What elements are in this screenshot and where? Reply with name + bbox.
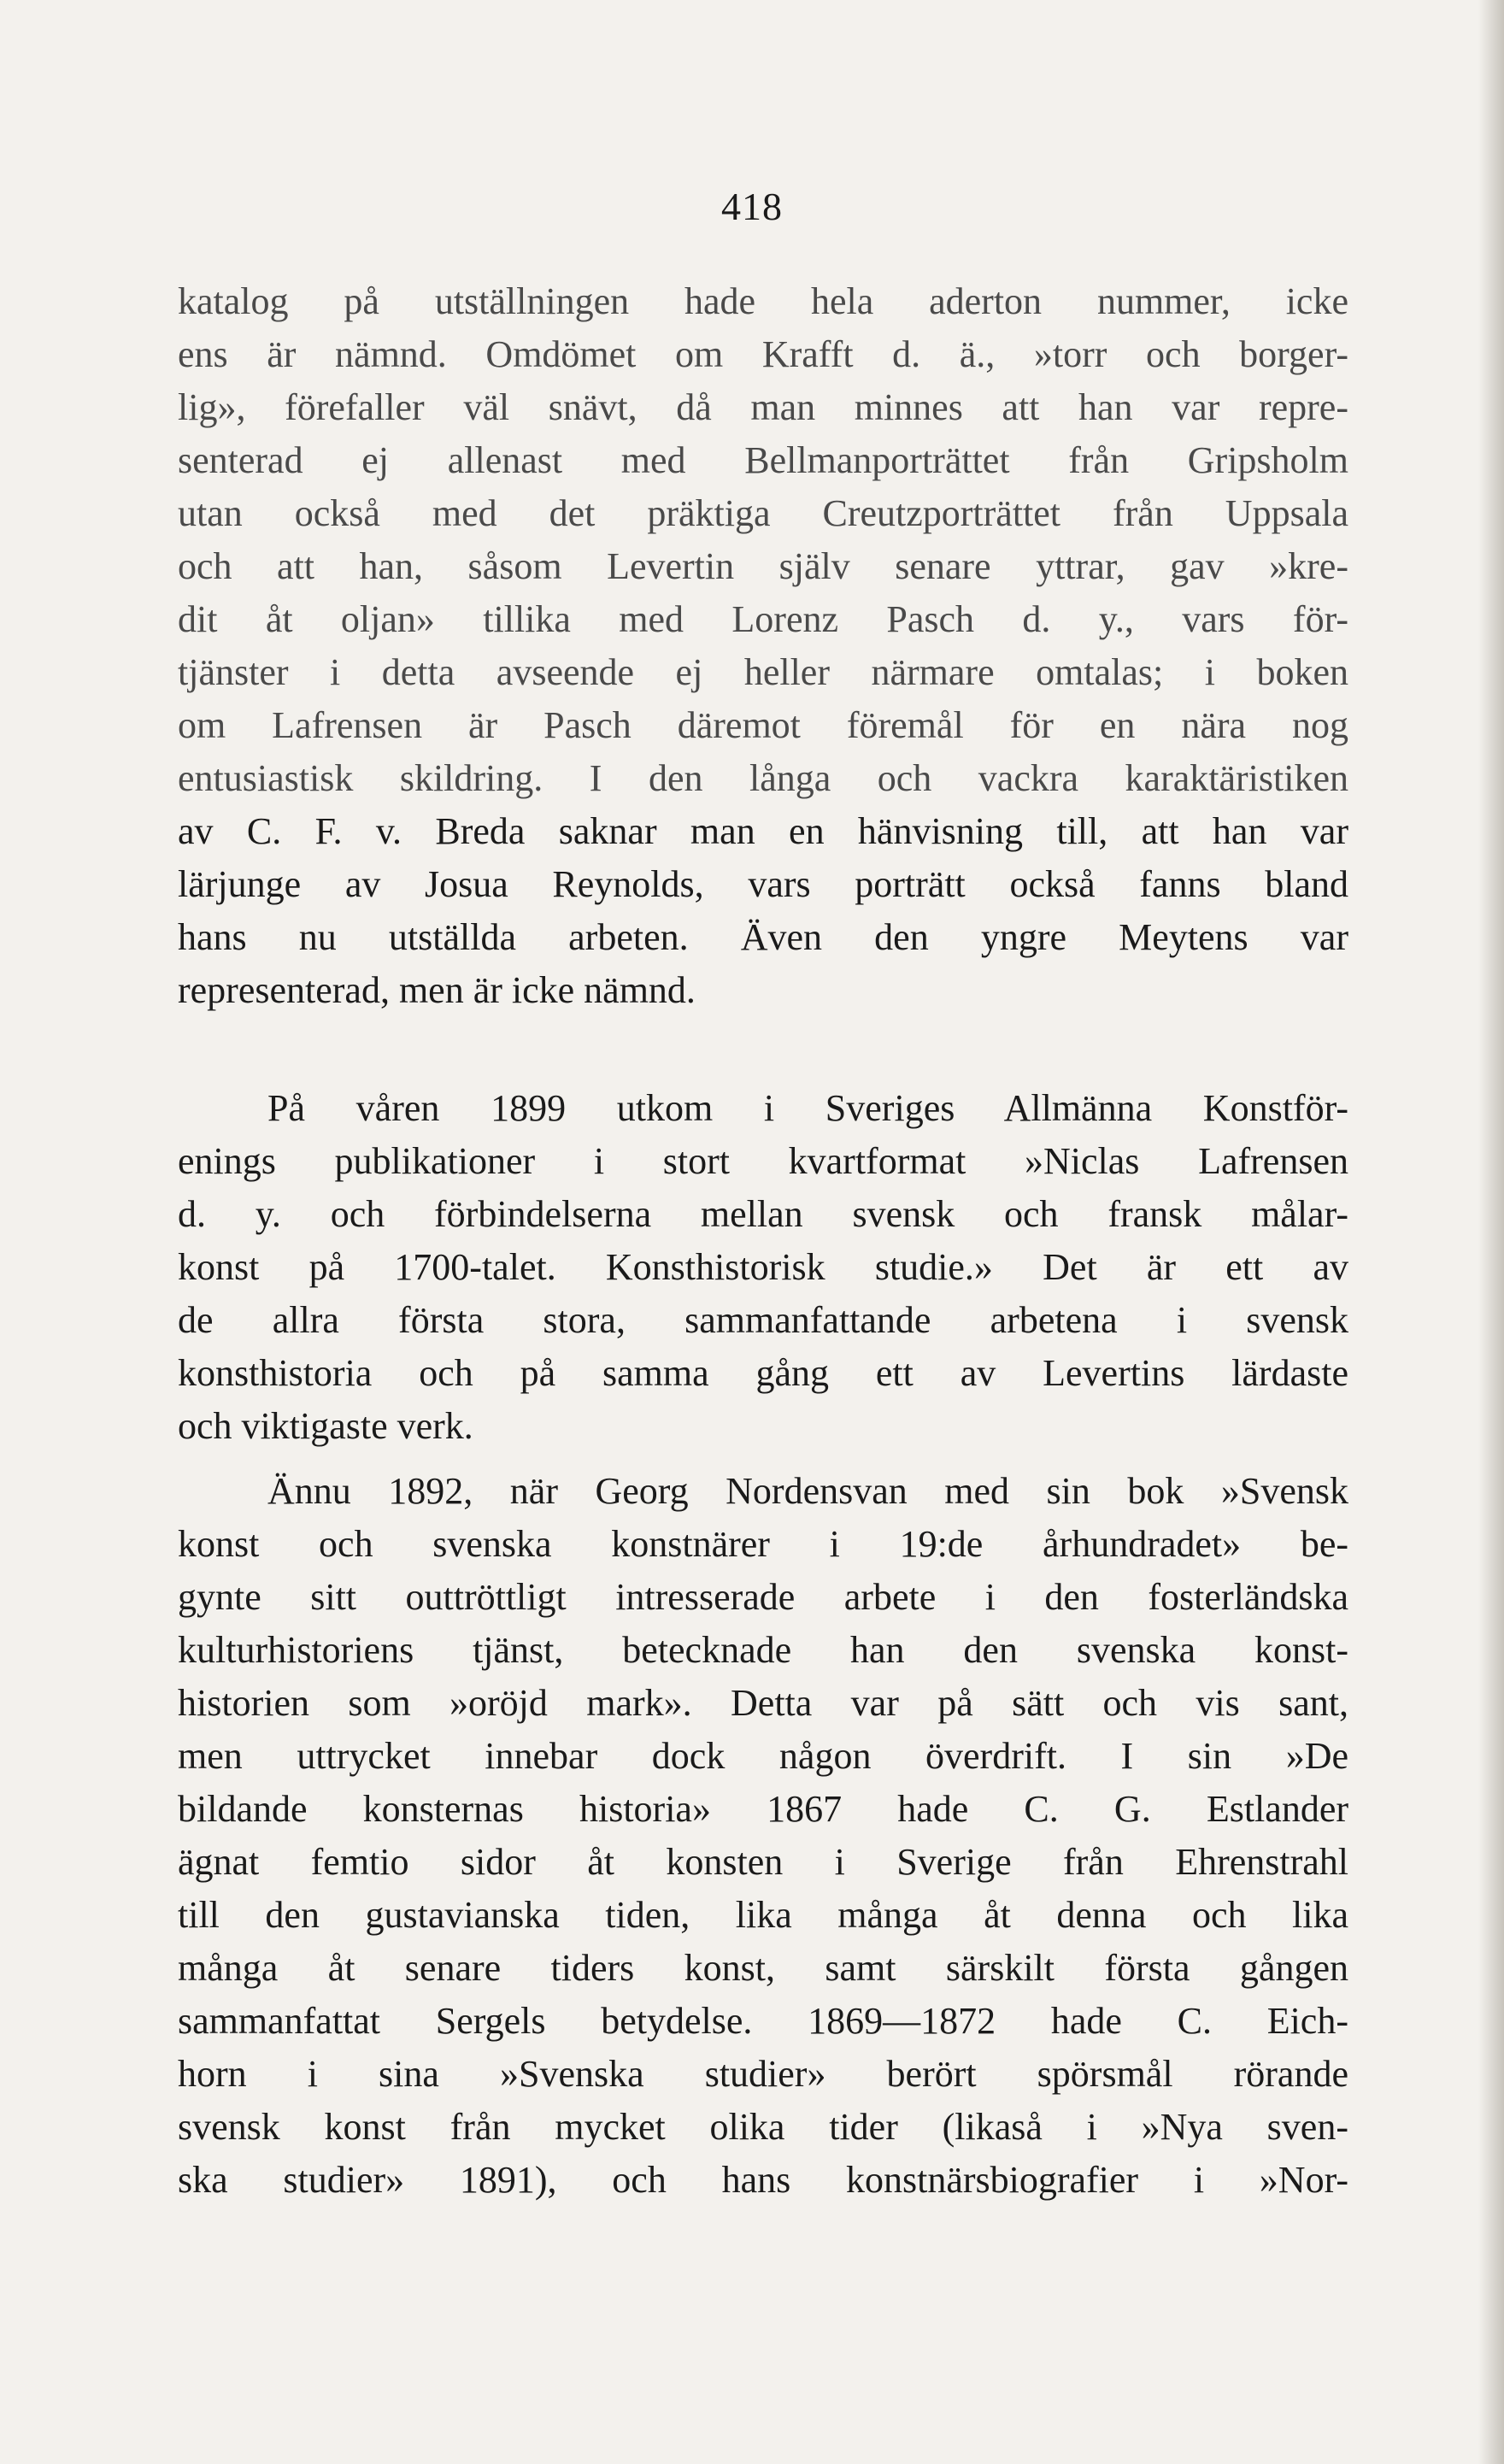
text-line: ens är nämnd. Omdömet om Krafft d. ä., »torr och borger- (178, 333, 1348, 375)
text-line: konsthistoria och på samma gång ett av Levertins lärdaste (178, 1352, 1348, 1394)
text-line: tjänster i detta avseende ej heller närmare omtalas; i boken (178, 651, 1348, 693)
text-line: lig», förefaller väl snävt, då man minnes att han var repre- (178, 386, 1348, 428)
text-line: senterad ej allenast med Bellmanporträttet från Gripsholm (178, 439, 1348, 481)
text-line: hans nu utställda arbeten. Även den yngre Meytens var (178, 916, 1348, 958)
text-line: enings publikationer i stort kvartformat »Niclas Lafrensen (178, 1140, 1348, 1182)
text-line: konst på 1700-talet. Konsthistorisk studie.» Det är ett av (178, 1246, 1348, 1288)
text-line: På våren 1899 utkom i Sveriges Allmänna Konstför- (267, 1087, 1348, 1129)
text-line: konst och svenska konstnärer i 19:de århundradet» be- (178, 1523, 1348, 1565)
text-line: katalog på utställningen hade hela aderton nummer, icke (178, 280, 1348, 322)
text-line: historien som »oröjd mark». Detta var på sätt och vis sant, (178, 1682, 1348, 1724)
text-line: svensk konst från mycket olika tider (likaså i »Nya sven- (178, 2106, 1348, 2148)
text-line: många åt senare tiders konst, samt särskilt första gången (178, 1947, 1348, 1989)
text-line: sammanfattat Sergels betydelse. 1869—1872 hade C. Eich- (178, 2000, 1348, 2042)
text-line: gynte sitt outtröttligt intresserade arbete i den fosterländska (178, 1576, 1348, 1618)
text-line: men uttrycket innebar dock någon överdrift. I sin »De (178, 1735, 1348, 1777)
text-line: och viktigaste verk. (178, 1405, 473, 1447)
text-line: de allra första stora, sammanfattande arbetena i svensk (178, 1299, 1348, 1341)
text-line: Ännu 1892, när Georg Nordensvan med sin bok »Svensk (267, 1470, 1348, 1512)
text-line: entusiastisk skildring. I den långa och vackra karaktäristiken (178, 757, 1348, 799)
text-line: bildande konsternas historia» 1867 hade C. G. Estlander (178, 1788, 1348, 1830)
text-line: om Lafrensen är Pasch däremot föremål för en nära nog (178, 704, 1348, 746)
page-number: 418 (721, 185, 783, 228)
text-line: till den gustavianska tiden, lika många åt denna och lika (178, 1894, 1348, 1936)
text-line: lärjunge av Josua Reynolds, vars porträtt också fanns bland (178, 863, 1348, 905)
text-line: ska studier» 1891), och hans konstnärsbiografier i »Nor- (178, 2159, 1348, 2201)
text-line: ägnat femtio sidor åt konsten i Sverige från Ehrenstrahl (178, 1841, 1348, 1883)
text-line: kulturhistoriens tjänst, betecknade han den svenska konst- (178, 1629, 1348, 1671)
text-line: utan också med det präktiga Creutzporträttet från Uppsala (178, 492, 1348, 534)
text-line: av C. F. v. Breda saknar man en hänvisning till, att han var (178, 810, 1348, 852)
page-edge-shadow (1478, 0, 1504, 2464)
text-line: dit åt oljan» tillika med Lorenz Pasch d. y., vars för- (178, 598, 1348, 640)
text-line: d. y. och förbindelserna mellan svensk och fransk målar- (178, 1193, 1348, 1235)
text-line: representerad, men är icke nämnd. (178, 969, 696, 1011)
text-line: och att han, såsom Levertin själv senare yttrar, gav »kre- (178, 545, 1348, 587)
text-line: horn i sina »Svenska studier» berört spörsmål rörande (178, 2053, 1348, 2095)
